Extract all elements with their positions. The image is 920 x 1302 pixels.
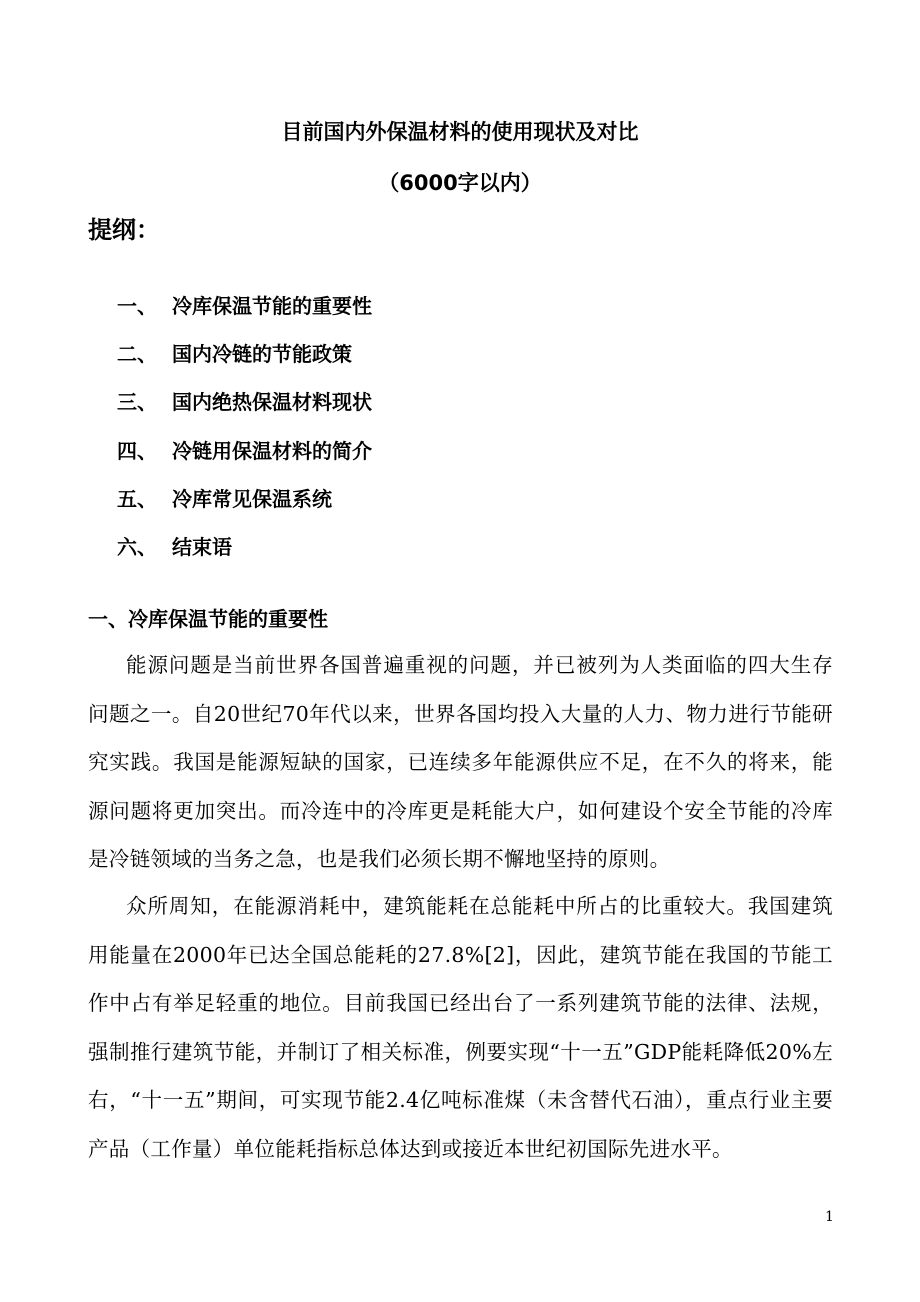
outline-item-label: 结束语 xyxy=(172,535,232,560)
document-title: 目前国内外保温材料的使用现状及对比 xyxy=(281,120,639,144)
outline-item-label: 国内绝热保温材料现状 xyxy=(172,390,372,415)
outline-item xyxy=(117,473,372,521)
outline-item-label: 冷库常见保温系统 xyxy=(172,486,332,511)
body-paragraph: 能源问题是当前世界各国普遍重视的问题，并已被列为人类面临的四大生存问题之一。自20世纪70年代以来，世界各国均投入大量的人力、物力进行节能研究实践。我国是能源短缺的国家，已连续多年能源供应不足，在不久的将来，能源问题将更加突出。而冷连中的冷库更是耗能大户，如何建设个安全节能的冷库是冷链领域的当务之急，也是我们必须长期不懈地坚持的原则。 xyxy=(88,653,833,872)
outline-item xyxy=(117,521,372,569)
outline-item-number: 一、 xyxy=(117,293,157,318)
outline-label: 提纲： xyxy=(88,216,160,244)
outline-item xyxy=(117,280,372,328)
body-paragraph: 众所周知，在能源消耗中，建筑能耗在总能耗中所占的比重较大。我国建筑用能量在2000年已达全国总能耗的27.8%[2]，因此，建筑节能在我国的节能工作中占有举足轻重的地位。目前我国已经出台了一系列建筑节能的法律、法规，强制推行建筑节能，并制订了相关标准，例要实现“十一五”GDP能耗降低20%左右，“十一五”期间，可实现节能2.4亿吨标准煤（未含替代石油），重点行业主要产品（工作量）单位能耗指标总体达到或接近本世纪初国际先进水平。 xyxy=(88,894,833,1161)
outline-item-label: 冷库保温节能的重要性 xyxy=(172,293,372,318)
outline-item-number: 五、 xyxy=(117,486,157,511)
outline-item xyxy=(117,328,372,376)
document-subtitle: （6000字以内） xyxy=(378,171,542,195)
outline-item-label: 国内冷链的节能政策 xyxy=(172,341,352,366)
outline-item-number: 三、 xyxy=(117,390,157,415)
outline-item xyxy=(117,425,372,473)
outline-list xyxy=(117,280,372,570)
section-heading: 一、冷库保温节能的重要性 xyxy=(88,607,328,631)
outline-item-number: 二、 xyxy=(117,341,157,366)
outline-item-number: 六、 xyxy=(117,535,157,560)
outline-item-label: 冷链用保温材料的简介 xyxy=(172,438,372,463)
outline-item-number: 四、 xyxy=(117,438,157,463)
outline-item xyxy=(117,377,372,425)
page-number: 1 xyxy=(825,1209,834,1225)
